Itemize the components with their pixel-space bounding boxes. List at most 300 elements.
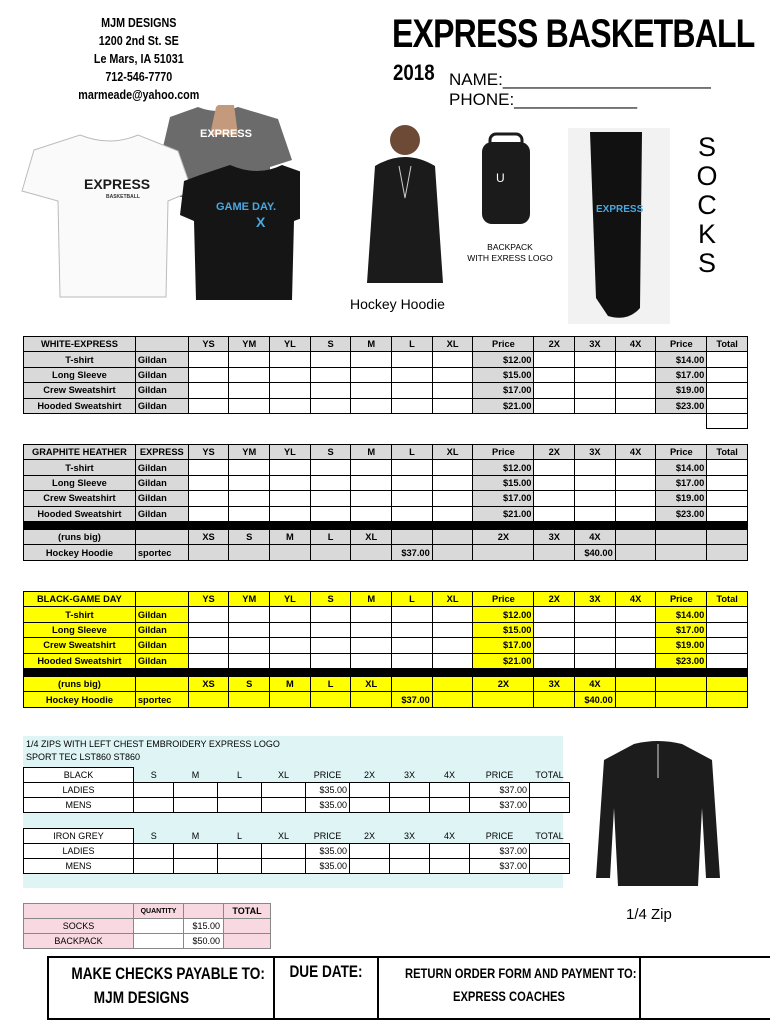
- total-cell[interactable]: [707, 638, 748, 653]
- qty-cell[interactable]: [534, 367, 575, 382]
- size-header: TOTAL: [535, 769, 564, 780]
- qty-cell[interactable]: [351, 653, 392, 668]
- qty-cell[interactable]: [351, 475, 392, 490]
- price-cell: $35.00: [306, 783, 350, 798]
- qty-cell[interactable]: [262, 783, 306, 798]
- size-header: L: [236, 769, 242, 780]
- qty-cell[interactable]: [310, 352, 351, 367]
- phone-field[interactable]: PHONE:_____________: [449, 90, 638, 109]
- qty-cell[interactable]: [473, 545, 534, 560]
- blank-cell: [707, 529, 748, 544]
- qty-cell[interactable]: [390, 798, 430, 813]
- table-row: [24, 506, 748, 521]
- zip-row-label: LADIES: [24, 783, 134, 798]
- qty-cell[interactable]: [390, 783, 430, 798]
- brand-label: sportec: [135, 692, 188, 707]
- size-header: 4X: [575, 529, 616, 544]
- item-label: Long Sleeve: [24, 475, 136, 490]
- qty-cell[interactable]: [351, 367, 392, 382]
- white-shirt-logo: EXPRESS: [84, 176, 151, 192]
- qty-cell[interactable]: [229, 692, 270, 707]
- qty-cell[interactable]: [229, 352, 270, 367]
- qty-cell[interactable]: [270, 367, 311, 382]
- qty-cell[interactable]: [615, 622, 656, 637]
- size-header: YL: [270, 337, 311, 352]
- size-header: XL: [432, 445, 473, 460]
- separator-cell: [188, 521, 229, 529]
- qty-cell[interactable]: [188, 352, 229, 367]
- qty-cell[interactable]: [174, 798, 218, 813]
- blank-cell: [270, 413, 311, 428]
- qty-cell[interactable]: [188, 692, 229, 707]
- qty-cell[interactable]: [270, 383, 311, 398]
- qty-cell[interactable]: [432, 352, 473, 367]
- qty-cell[interactable]: [575, 653, 616, 668]
- qty-cell[interactable]: [270, 398, 311, 413]
- qty-cell[interactable]: [229, 607, 270, 622]
- size-header: L: [310, 529, 351, 544]
- qty-cell[interactable]: [615, 506, 656, 521]
- qty-cell[interactable]: [188, 545, 229, 560]
- white-express-table: [23, 336, 748, 429]
- qty-cell[interactable]: [534, 622, 575, 637]
- blank-cell: [188, 413, 229, 428]
- qty-cell[interactable]: [656, 545, 707, 560]
- qty-cell[interactable]: [615, 653, 656, 668]
- blank-cell: [432, 413, 473, 428]
- qty-cell[interactable]: [534, 545, 575, 560]
- table-header-row: GRAPHITE HEATHER EXPRESS YS YM YL S M L XL Price 2X 3X 4X Price Total: [24, 445, 748, 460]
- brand-label: Gildan: [135, 460, 188, 475]
- qty-cell[interactable]: [656, 692, 707, 707]
- total-header: TOTAL: [224, 904, 271, 919]
- qty-cell[interactable]: [390, 859, 430, 874]
- qty-cell[interactable]: [392, 475, 433, 490]
- size-header: S: [310, 445, 351, 460]
- qty-cell[interactable]: [575, 506, 616, 521]
- qty-cell[interactable]: [351, 545, 392, 560]
- qty-cell[interactable]: [575, 491, 616, 506]
- qty-cell[interactable]: [310, 653, 351, 668]
- size-header: Price: [473, 592, 534, 607]
- qty-cell[interactable]: [310, 638, 351, 653]
- qty-cell[interactable]: [218, 798, 262, 813]
- separator-cell: [392, 521, 433, 529]
- qty-cell[interactable]: [392, 491, 433, 506]
- blank-cell: [656, 676, 707, 691]
- qty-cell[interactable]: [615, 398, 656, 413]
- qty-cell[interactable]: [575, 367, 616, 382]
- qty-cell[interactable]: [229, 398, 270, 413]
- qty-cell[interactable]: [392, 398, 433, 413]
- size-header: XL: [351, 676, 392, 691]
- qty-cell[interactable]: [229, 383, 270, 398]
- qty-cell[interactable]: [270, 545, 311, 560]
- size-header: YM: [229, 337, 270, 352]
- qty-cell[interactable]: [229, 638, 270, 653]
- price-cell: $37.00: [470, 844, 530, 859]
- qty-cell[interactable]: [534, 638, 575, 653]
- black-game-day-table: [23, 591, 748, 708]
- svg-text:U: U: [496, 171, 505, 185]
- qty-cell[interactable]: [575, 475, 616, 490]
- qty-cell[interactable]: [534, 607, 575, 622]
- qty-cell[interactable]: [350, 783, 390, 798]
- qty-cell[interactable]: [310, 545, 351, 560]
- qty-cell[interactable]: [218, 859, 262, 874]
- quantity-header: QUANTITY: [134, 904, 184, 919]
- qty-cell[interactable]: [432, 692, 473, 707]
- qty-cell[interactable]: [615, 367, 656, 382]
- total-cell[interactable]: [707, 622, 748, 637]
- qty-cell[interactable]: [615, 692, 656, 707]
- qty-cell[interactable]: [188, 383, 229, 398]
- gray-shirt-logo: EXPRESS: [200, 128, 252, 140]
- price-cell: $14.00: [656, 352, 707, 367]
- total-cell[interactable]: [707, 491, 748, 506]
- item-label: Long Sleeve: [24, 367, 136, 382]
- qty-cell[interactable]: [310, 383, 351, 398]
- qty-cell[interactable]: [270, 352, 311, 367]
- qty-cell[interactable]: [351, 506, 392, 521]
- separator-cell: [534, 521, 575, 529]
- qty-cell[interactable]: [270, 607, 311, 622]
- backpack-image: [476, 132, 536, 227]
- qty-cell[interactable]: [575, 352, 616, 367]
- qty-cell[interactable]: [188, 475, 229, 490]
- qty-cell[interactable]: [707, 692, 748, 707]
- qty-cell[interactable]: [432, 638, 473, 653]
- table-title: GRAPHITE HEATHER: [24, 445, 136, 460]
- qty-cell[interactable]: [473, 692, 534, 707]
- qty-cell[interactable]: [229, 367, 270, 382]
- blank-cell: [656, 529, 707, 544]
- size-header: PRICE: [485, 769, 514, 780]
- qty-cell[interactable]: [270, 692, 311, 707]
- separator-cell: [707, 668, 748, 676]
- qty-cell[interactable]: [615, 638, 656, 653]
- separator-cell: [310, 668, 351, 676]
- qty-cell[interactable]: [188, 653, 229, 668]
- separator-cell: [135, 521, 188, 529]
- separator-cell: [707, 521, 748, 529]
- qty-cell[interactable]: [188, 491, 229, 506]
- qty-cell[interactable]: [351, 398, 392, 413]
- qty-cell[interactable]: [392, 607, 433, 622]
- qty-cell[interactable]: [350, 859, 390, 874]
- qty-cell[interactable]: [534, 352, 575, 367]
- backpack-price: $50.00: [184, 934, 224, 949]
- total-cell[interactable]: [707, 460, 748, 475]
- qty-cell[interactable]: [430, 783, 470, 798]
- year: 2018: [393, 60, 435, 85]
- qty-cell[interactable]: [432, 545, 473, 560]
- size-header: M: [351, 445, 392, 460]
- size-header: M: [270, 529, 311, 544]
- qty-cell[interactable]: [262, 844, 306, 859]
- qty-cell[interactable]: [615, 460, 656, 475]
- qty-cell[interactable]: [430, 859, 470, 874]
- qty-cell[interactable]: [575, 460, 616, 475]
- size-header: L: [392, 445, 433, 460]
- qty-cell[interactable]: [174, 844, 218, 859]
- size-header: YS: [188, 337, 229, 352]
- qty-cell[interactable]: [392, 653, 433, 668]
- price-cell: $35.00: [306, 859, 350, 874]
- qty-cell[interactable]: [262, 859, 306, 874]
- qty-cell[interactable]: [575, 638, 616, 653]
- qty-cell[interactable]: [430, 844, 470, 859]
- item-label: Hockey Hoodie: [24, 545, 136, 560]
- qty-cell[interactable]: [534, 475, 575, 490]
- footer-blank-cell[interactable]: [641, 958, 770, 1018]
- qty-cell[interactable]: [432, 491, 473, 506]
- qty-cell[interactable]: [432, 460, 473, 475]
- qty-cell[interactable]: [229, 491, 270, 506]
- total-cell[interactable]: [707, 352, 748, 367]
- qty-cell[interactable]: [534, 692, 575, 707]
- price-cell: $37.00: [392, 545, 433, 560]
- price-cell: $15.00: [473, 622, 534, 637]
- qty-cell[interactable]: [270, 460, 311, 475]
- qty-cell[interactable]: [351, 491, 392, 506]
- size-header: PRICE: [313, 830, 342, 841]
- size-header: 2X: [473, 529, 534, 544]
- size-header: L: [236, 830, 242, 841]
- qty-cell[interactable]: [351, 607, 392, 622]
- qty-cell[interactable]: [534, 653, 575, 668]
- qty-cell[interactable]: [534, 491, 575, 506]
- qty-cell[interactable]: [575, 622, 616, 637]
- qty-cell[interactable]: [174, 783, 218, 798]
- qty-cell[interactable]: [615, 383, 656, 398]
- qty-cell[interactable]: [392, 383, 433, 398]
- size-header: XL: [277, 830, 289, 841]
- blank-cell: [707, 676, 748, 691]
- total-cell[interactable]: [707, 653, 748, 668]
- qty-cell[interactable]: [229, 545, 270, 560]
- size-header: XS: [188, 529, 229, 544]
- table-title: WHITE-EXPRESS: [24, 337, 136, 352]
- qty-cell[interactable]: [351, 383, 392, 398]
- qty-cell[interactable]: [310, 398, 351, 413]
- qty-cell[interactable]: [188, 367, 229, 382]
- size-header: 3X: [575, 445, 616, 460]
- qty-cell[interactable]: [432, 367, 473, 382]
- qty-cell[interactable]: [270, 475, 311, 490]
- size-header: 4X: [615, 337, 656, 352]
- qty-cell[interactable]: [534, 506, 575, 521]
- qty-cell[interactable]: [351, 352, 392, 367]
- qty-cell[interactable]: [392, 506, 433, 521]
- total-cell[interactable]: [707, 475, 748, 490]
- table-row: [24, 653, 748, 668]
- qty-cell[interactable]: [432, 475, 473, 490]
- qty-cell[interactable]: [310, 367, 351, 382]
- size-header: [432, 676, 473, 691]
- qty-cell[interactable]: [615, 545, 656, 560]
- qty-cell[interactable]: [390, 844, 430, 859]
- qty-cell[interactable]: [229, 506, 270, 521]
- total-cell[interactable]: [707, 398, 748, 413]
- table-row: [24, 475, 748, 490]
- qty-cell[interactable]: [134, 844, 174, 859]
- qty-cell[interactable]: [575, 383, 616, 398]
- qty-cell[interactable]: [615, 475, 656, 490]
- checks-payable-cell: MAKE CHECKS PAYABLE TO: MJM DESIGNS: [49, 958, 275, 1018]
- qty-cell[interactable]: [392, 352, 433, 367]
- qty-cell[interactable]: [188, 506, 229, 521]
- total-cell[interactable]: [707, 383, 748, 398]
- qty-cell[interactable]: [351, 692, 392, 707]
- qty-cell[interactable]: [432, 653, 473, 668]
- qty-cell[interactable]: [188, 638, 229, 653]
- blank-cell: [575, 413, 616, 428]
- size-header: S: [310, 592, 351, 607]
- item-label: Crew Sweatshirt: [24, 383, 136, 398]
- brand-label: sportec: [135, 545, 188, 560]
- qty-cell[interactable]: [270, 622, 311, 637]
- size-header: 2X: [534, 592, 575, 607]
- qty-cell[interactable]: [188, 622, 229, 637]
- total-cell[interactable]: [707, 607, 748, 622]
- return-order-cell: RETURN ORDER FORM AND PAYMENT TO: EXPRESS COACHES: [379, 958, 641, 1018]
- qty-cell[interactable]: [310, 607, 351, 622]
- backpack-qty-input[interactable]: [134, 934, 184, 949]
- separator-cell: [392, 668, 433, 676]
- brand-label: Gildan: [135, 607, 188, 622]
- price-cell: $37.00: [470, 859, 530, 874]
- qty-cell[interactable]: [218, 844, 262, 859]
- qty-cell[interactable]: [534, 383, 575, 398]
- total-cell[interactable]: [530, 783, 570, 798]
- qty-cell[interactable]: [534, 398, 575, 413]
- qty-cell[interactable]: [310, 692, 351, 707]
- separator-cell: [24, 668, 136, 676]
- qty-cell[interactable]: [188, 398, 229, 413]
- qty-cell[interactable]: [351, 460, 392, 475]
- qty-cell[interactable]: [270, 491, 311, 506]
- qty-cell[interactable]: [270, 638, 311, 653]
- qty-cell[interactable]: [432, 398, 473, 413]
- qty-cell[interactable]: [310, 491, 351, 506]
- qty-cell[interactable]: [270, 653, 311, 668]
- page-title: EXPRESS BASKETBALL: [392, 12, 755, 56]
- qty-cell[interactable]: [310, 460, 351, 475]
- table-row: [24, 783, 614, 798]
- qty-cell[interactable]: [134, 859, 174, 874]
- shop-street: 1200 2nd St. SE: [98, 34, 179, 48]
- qty-cell[interactable]: [134, 798, 174, 813]
- total-cell[interactable]: [530, 798, 570, 813]
- qty-cell[interactable]: [351, 638, 392, 653]
- qty-cell[interactable]: [351, 622, 392, 637]
- qty-cell[interactable]: [615, 352, 656, 367]
- qty-cell[interactable]: [575, 607, 616, 622]
- qty-cell[interactable]: [392, 622, 433, 637]
- socks-total-input[interactable]: [224, 919, 271, 934]
- total-cell[interactable]: [530, 844, 570, 859]
- size-header: Price: [656, 445, 707, 460]
- brand-label: Gildan: [135, 367, 188, 382]
- qty-cell[interactable]: [432, 383, 473, 398]
- qty-cell[interactable]: [174, 859, 218, 874]
- qty-cell[interactable]: [270, 506, 311, 521]
- qty-cell[interactable]: [350, 844, 390, 859]
- white-shirt-image: [22, 135, 192, 297]
- grand-total-cell[interactable]: [707, 413, 748, 428]
- total-row: [24, 413, 748, 428]
- qty-cell[interactable]: [432, 506, 473, 521]
- size-header: L: [392, 337, 433, 352]
- qty-cell[interactable]: [310, 506, 351, 521]
- price-cell: $35.00: [306, 798, 350, 813]
- qty-cell[interactable]: [432, 622, 473, 637]
- qty-cell[interactable]: [350, 798, 390, 813]
- qty-cell[interactable]: [575, 398, 616, 413]
- price-cell: $37.00: [470, 783, 530, 798]
- blank-cell: [615, 529, 656, 544]
- size-header: Price: [473, 445, 534, 460]
- qty-cell[interactable]: [310, 475, 351, 490]
- zip-row-label: MENS: [24, 798, 134, 813]
- qty-cell[interactable]: [262, 798, 306, 813]
- size-header: 2X: [363, 769, 375, 780]
- size-header: YL: [270, 592, 311, 607]
- backpack-total-input[interactable]: [224, 934, 271, 949]
- qty-cell[interactable]: [229, 622, 270, 637]
- total-cell[interactable]: [707, 506, 748, 521]
- qty-cell[interactable]: [310, 622, 351, 637]
- size-header: M: [191, 769, 200, 780]
- qty-cell[interactable]: [707, 545, 748, 560]
- qty-cell[interactable]: [392, 460, 433, 475]
- brand-label: Gildan: [135, 622, 188, 637]
- size-header: S: [150, 830, 157, 841]
- due-date-cell[interactable]: DUE DATE:: [275, 958, 379, 1018]
- qty-cell[interactable]: [432, 607, 473, 622]
- size-header: XL: [432, 592, 473, 607]
- price-cell: $23.00: [656, 653, 707, 668]
- price-cell: $17.00: [473, 383, 534, 398]
- qty-cell[interactable]: [229, 653, 270, 668]
- runs-big-label: (runs big): [24, 676, 136, 691]
- qty-cell[interactable]: [188, 607, 229, 622]
- size-header: 2X: [534, 337, 575, 352]
- size-header: Total: [707, 445, 748, 460]
- qty-cell[interactable]: [615, 491, 656, 506]
- size-header: XL: [351, 529, 392, 544]
- size-header: [392, 676, 433, 691]
- qty-cell[interactable]: [615, 607, 656, 622]
- name-field[interactable]: NAME:______________________: [449, 70, 711, 89]
- qty-cell[interactable]: [188, 460, 229, 475]
- size-header: S: [150, 769, 157, 780]
- blank-cell: [351, 413, 392, 428]
- qty-cell[interactable]: [392, 367, 433, 382]
- qty-cell[interactable]: [534, 460, 575, 475]
- total-cell[interactable]: [707, 367, 748, 382]
- qty-cell[interactable]: [218, 783, 262, 798]
- qty-cell[interactable]: [229, 475, 270, 490]
- qty-cell[interactable]: [134, 783, 174, 798]
- qty-cell[interactable]: [430, 798, 470, 813]
- qty-cell[interactable]: [392, 638, 433, 653]
- white-shirt-sub: BASKETBALL: [106, 194, 140, 200]
- qty-cell[interactable]: [229, 460, 270, 475]
- socks-qty-input[interactable]: [134, 919, 184, 934]
- total-cell[interactable]: [530, 859, 570, 874]
